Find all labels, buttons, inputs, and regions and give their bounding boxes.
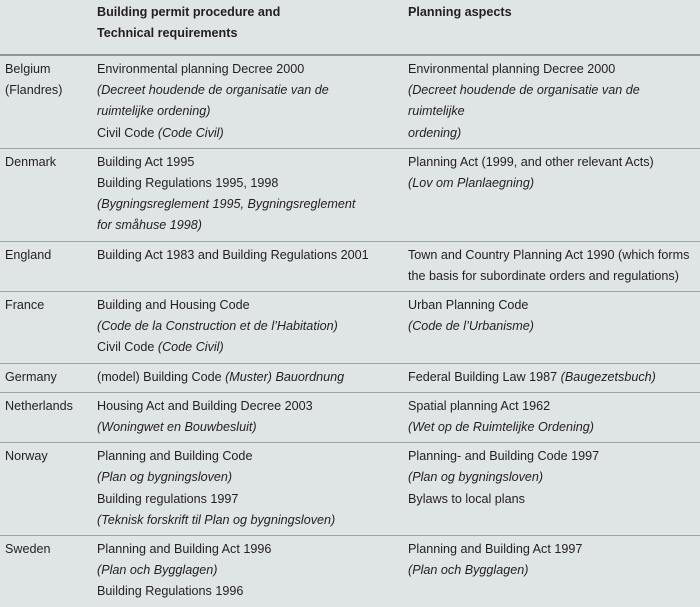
planning-text-line-italic: (Decreet houdende de organisatie van de ruimtelijke	[408, 83, 640, 119]
table-row	[0, 292, 700, 364]
planning-text-line: Spatial planning Act 1962	[408, 398, 551, 413]
permit-text-line	[97, 367, 397, 388]
table-header-row	[0, 0, 700, 55]
country-cell-norway	[0, 443, 96, 536]
country-name-line1: Netherlands	[5, 398, 73, 413]
country-cell-france	[0, 292, 96, 364]
planning-text-italic: (Baugezetsbuch)	[560, 369, 656, 384]
country-name-line1: England	[5, 247, 52, 262]
country-name-line2: (Flandres)	[5, 83, 63, 98]
country-name-line1: Norway	[5, 449, 48, 464]
permit-text-line-italic: (Plan och Bygglagen)	[97, 563, 218, 578]
permit-text-roman: (model) Building Code	[97, 369, 226, 384]
permit-text-italic: (Muster) Bauordnung	[225, 369, 345, 384]
permit-text-line-italic: (Code de la Construction et de l’Habitation)	[97, 319, 338, 334]
planning-text-line: Bylaws to local plans	[408, 491, 525, 506]
planning-cell-france	[407, 292, 700, 364]
country-cell-germany	[0, 363, 96, 392]
planning-cell-england	[407, 241, 700, 291]
permit-text-line: Building Act 1983 and Building Regulations 2001	[97, 247, 369, 262]
table-row	[0, 148, 700, 241]
planning-text-line: Town and Country Planning Act 1990 (which forms	[408, 247, 690, 262]
country-cell-england	[0, 241, 96, 291]
country-cell-sweden	[0, 536, 96, 607]
planning-text-line-italic: (Code de l’Urbanisme)	[408, 319, 534, 334]
planning-text-line: Planning and Building Act 1997	[408, 542, 583, 557]
permit-text-line: Building and Housing Code	[97, 298, 250, 313]
permit-text-italic: (Code Civil)	[157, 340, 224, 355]
permit-text-line	[97, 123, 397, 144]
planning-cell-germany	[407, 363, 700, 392]
permit-text-line: Planning and Building Code	[97, 449, 253, 464]
permit-text-line: Building Regulations 1996	[97, 584, 244, 599]
planning-text-line: Planning- and Building Code 1997	[408, 449, 600, 464]
permit-cell-belgium	[96, 55, 407, 148]
table-body	[0, 55, 700, 607]
column-header-planning-aspects	[407, 0, 700, 55]
permit-text-line: Housing Act and Building Decree 2003	[97, 398, 313, 413]
planning-cell-norway	[407, 443, 700, 536]
permit-text-line: Environmental planning Decree 2000	[97, 62, 305, 76]
planning-text-line: Environmental planning Decree 2000	[408, 62, 616, 76]
permit-cell-sweden	[96, 536, 407, 607]
country-cell-netherlands	[0, 392, 96, 442]
table-row	[0, 443, 700, 536]
permit-text-roman: Civil Code	[97, 125, 158, 140]
permit-cell-germany	[96, 363, 407, 392]
planning-text-line	[408, 367, 698, 388]
table-row	[0, 241, 700, 291]
permit-cell-france	[96, 292, 407, 364]
country-name-line1: France	[5, 298, 45, 313]
planning-text-line-italic: (Wet op de Ruimtelijke Ordening)	[408, 420, 594, 435]
table-row	[0, 536, 700, 607]
column-header-planning-aspects-label: Planning aspects	[408, 5, 512, 19]
planning-text-line-italic: (Lov om Planlaegning)	[408, 176, 535, 191]
table-row	[0, 55, 700, 148]
column-header-building-permit	[96, 0, 407, 55]
planning-text-line-italic: ordening)	[408, 125, 462, 140]
country-name-line1: Belgium	[5, 62, 51, 76]
country-name-line1: Denmark	[5, 154, 57, 169]
planning-cell-denmark	[407, 148, 700, 241]
permit-text-line-italic: for småhuse 1998)	[97, 218, 203, 233]
permit-text-line: Building regulations 1997	[97, 491, 239, 506]
permit-text-line-italic: ruimtelijke ordening)	[97, 104, 211, 119]
planning-text-line-italic: (Plan och Bygglagen)	[408, 563, 529, 578]
permit-text-line: Building Act 1995	[97, 154, 195, 169]
planning-text-roman: Federal Building Law 1987	[408, 369, 561, 384]
planning-cell-netherlands	[407, 392, 700, 442]
country-name-line1: Sweden	[5, 542, 51, 557]
planning-text-line: Urban Planning Code	[408, 298, 529, 313]
country-name-line1: Germany	[5, 369, 57, 384]
table-row	[0, 392, 700, 442]
permit-text-line-italic: (Teknisk forskrift til Plan og bygningsloven)	[97, 512, 336, 527]
permit-text-italic: (Code Civil)	[157, 125, 224, 140]
column-header-building-permit-line1: Building permit procedure and	[97, 5, 281, 19]
planning-text-line-italic: (Plan og bygningsloven)	[408, 470, 544, 485]
planning-text-line: Planning Act (1999, and other relevant Acts)	[408, 154, 654, 169]
table-header	[0, 0, 700, 55]
country-cell-belgium	[0, 55, 96, 148]
planning-text-line: the basis for subordinate orders and regulations)	[408, 268, 679, 283]
permit-text-line	[97, 337, 397, 358]
column-header-building-permit-line2: Technical requirements	[97, 26, 238, 40]
permit-text-roman: Civil Code	[97, 340, 158, 355]
permit-cell-netherlands	[96, 392, 407, 442]
table-row	[0, 363, 700, 392]
permit-text-line-italic: (Decreet houdende de organisatie van de	[97, 83, 329, 98]
permit-cell-denmark	[96, 148, 407, 241]
column-header-country	[0, 0, 96, 55]
permit-text-line: Building Regulations 1995, 1998	[97, 176, 279, 191]
permit-cell-norway	[96, 443, 407, 536]
permit-text-line-italic: (Bygningsreglement 1995, Bygningsreglement	[97, 197, 356, 212]
permit-text-line-italic: (Plan og bygningsloven)	[97, 470, 233, 485]
permit-cell-england	[96, 241, 407, 291]
planning-cell-sweden	[407, 536, 700, 607]
planning-cell-belgium	[407, 55, 700, 148]
permit-text-line-italic: (Woningwet en Bouwbesluit)	[97, 420, 257, 435]
country-cell-denmark	[0, 148, 96, 241]
permit-text-line: Planning and Building Act 1996	[97, 542, 272, 557]
